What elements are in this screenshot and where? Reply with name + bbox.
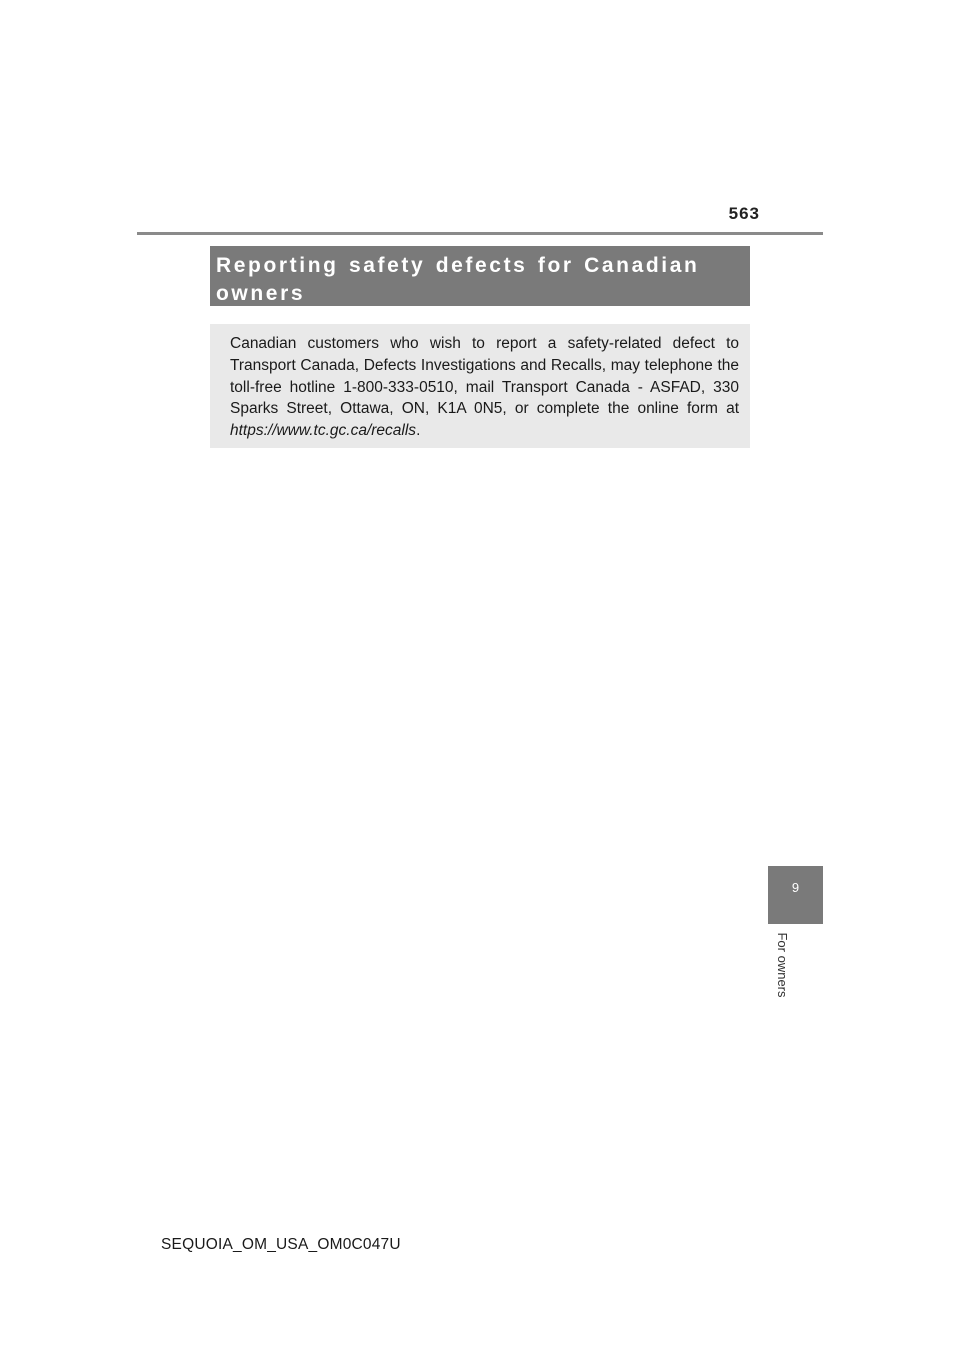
page-number: 563 (728, 204, 760, 223)
section-title: Reporting safety defects for Canadian owners (216, 254, 700, 305)
header-rule (137, 232, 823, 235)
document-code: SEQUOIA_OM_USA_OM0C047U (161, 1236, 401, 1253)
recalls-link[interactable]: https://www.tc.gc.ca/recalls (230, 422, 417, 440)
section-body (230, 333, 739, 442)
section-heading-box (210, 246, 750, 306)
chapter-number: 9 (791, 880, 800, 895)
chapter-label: For owners (775, 932, 790, 998)
body-trailing: . (416, 422, 421, 440)
section-body-box (210, 324, 750, 448)
body-text: Canadian customers who wish to report a safety-related defect to Transport Canada, Defects Investigations and Recalls, may telephone the toll-free hotline 1-800-333-0510, mail Transport Canada - ASFAD, 330 Sparks Street, Ottawa, ON, K1A 0N5, or complete the online form at (230, 335, 739, 418)
